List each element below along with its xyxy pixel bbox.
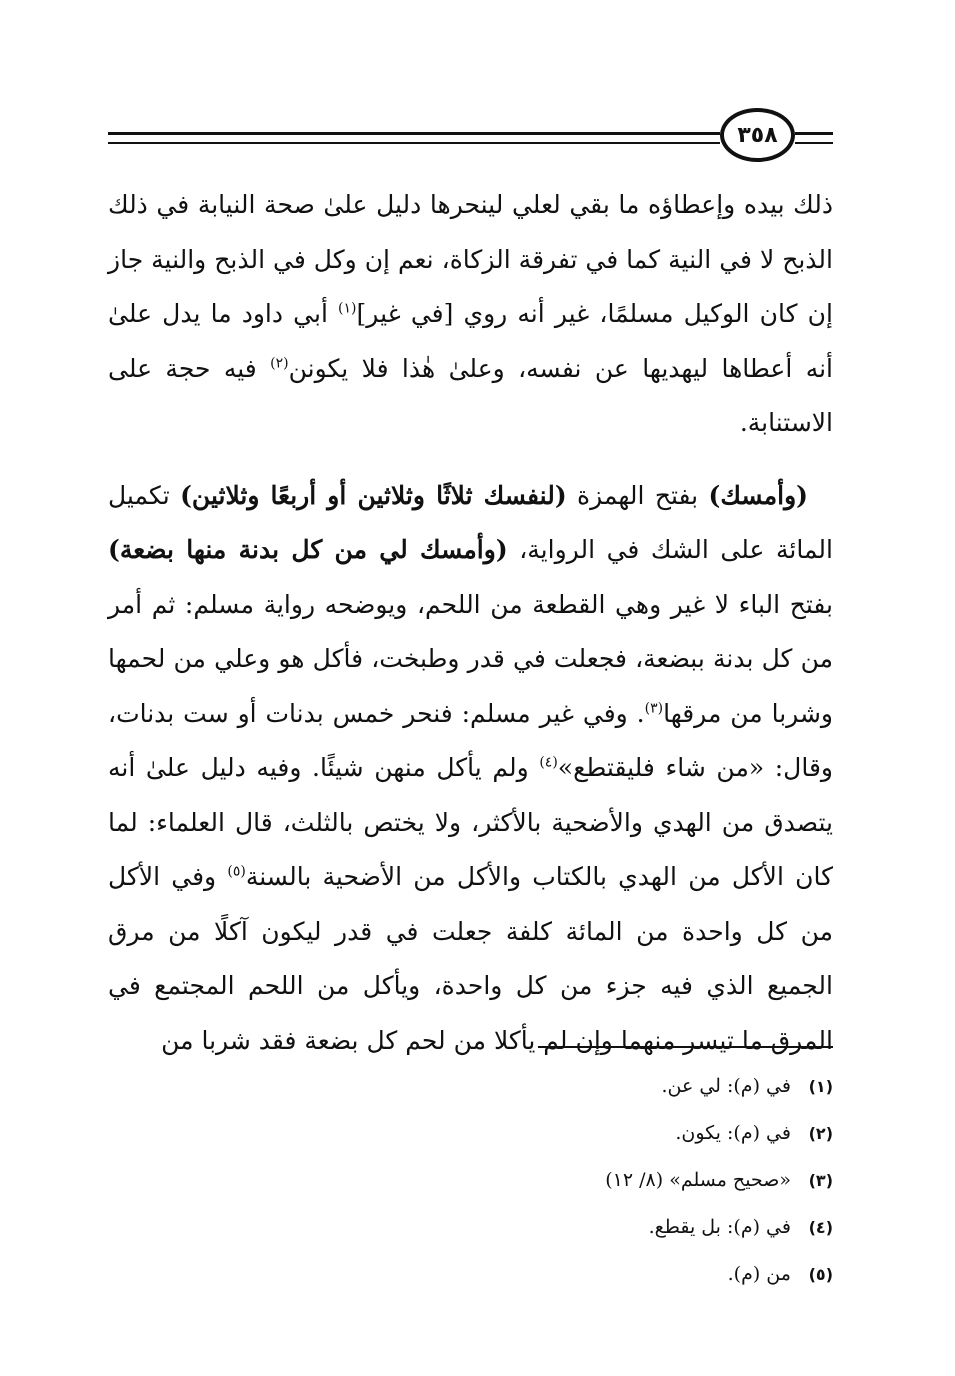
footnote-ref-1[interactable]: (١) [338,300,357,317]
header-rule-right-bottom [795,142,833,144]
footnote-text: في (م): لي عن. [661,1075,791,1097]
text-run: . وفي غير مسلم: فنحر خمس بدنات أو ست بدنات، وقال: «من شاء فليقتطع» [108,698,833,782]
footnotes [400,1063,833,1298]
footnote-5 [400,1251,833,1298]
paragraph-2 [108,469,833,1069]
footnote-3 [400,1157,833,1204]
page-header [108,108,833,162]
footnote-number: (٥) [808,1265,833,1284]
bold-phrase: (وأمسك) [708,480,808,510]
text-run: أبي داود ما يدل علىٰ أنه أعطاها ليهديها عن نفسه، وعلىٰ هٰذا فلا يكونن [108,299,834,383]
text-run: تكميل المائة على الشك في الرواية، [108,480,833,564]
header-rule-top [108,132,720,135]
footnote-ref-3[interactable]: (٣) [644,700,664,717]
text-run: فيه حجة على الاستنابة. [108,353,833,437]
bold-phrase: (وأمسك لي من كل بدنة منها بضعة) [108,535,508,564]
text-run: وفي الأكل من كل واحدة من المائة كلفة جعلت في قدر ليكون آكلًا من مرق الجميع الذي فيه جزء من كل واحدة، ويأكل من اللحم المجتمع في المرق ما تيسر منهما وإن لم يأكلا من لحم كل بضعة فقد شربا من [108,862,833,1055]
footnote-ref-5[interactable]: (٥) [227,863,246,880]
page-number: ٣٥٨ [720,108,795,162]
text-run: بفتح الهمزة [566,480,709,510]
footnote-1 [400,1063,833,1110]
text-run: بفتح الباء لا غير وهي القطعة من اللحم، ويوضحه رواية مسلم: ثم أمر من كل بدنة ببضعة، فجعلت في قدر وطبخت، فأكل هو وعلي من لحمها وشربا من مرقها [108,589,834,728]
footnote-number: (٢) [808,1124,833,1143]
footnote-4 [400,1204,833,1251]
main-text [108,178,833,1068]
header-rule-bottom [108,142,720,144]
footnote-2 [400,1110,833,1157]
footnote-ref-2[interactable]: (٢) [270,355,289,372]
text-run: ولم يأكل منهن شيئًا. وفيه دليل علىٰ أنه يتصدق من الهدي والأضحية بالأكثر، ولا يختص بالثلث، قال العلماء: لما كان الأكل من الهدي بالكتاب والأكل من الأضحية بالسنة [108,753,833,891]
footnote-text: «صحيح مسلم» (٨/ ١٢) [605,1169,791,1191]
footnote-ref-4[interactable]: (٤) [539,754,558,771]
header-rule-right-top [795,132,833,135]
paragraph-1 [108,178,833,451]
bold-phrase: (لنفسك ثلاثًا وثلاثين أو أربعًا وثلاثين) [180,480,567,510]
footnote-number: (٤) [808,1218,833,1237]
footnote-number: (٣) [808,1171,833,1190]
footnote-separator [538,1046,833,1048]
footnote-text: من (م). [727,1263,791,1285]
footnote-number: (١) [808,1077,833,1096]
text-run: ذلك بيده وإعطاؤه ما بقي لعلي لينحرها دليل علىٰ صحة النيابة في ذلك الذبح لا في النية كما في تفرقة الزكاة، نعم إن وكل في الذبح والنية جاز إن كان الوكيل مسلمًا، غير أنه روي [في غير] [108,190,833,328]
footnote-text: في (م): بل يقطع. [648,1216,791,1238]
footnote-text: في (م): يكون. [675,1122,791,1144]
